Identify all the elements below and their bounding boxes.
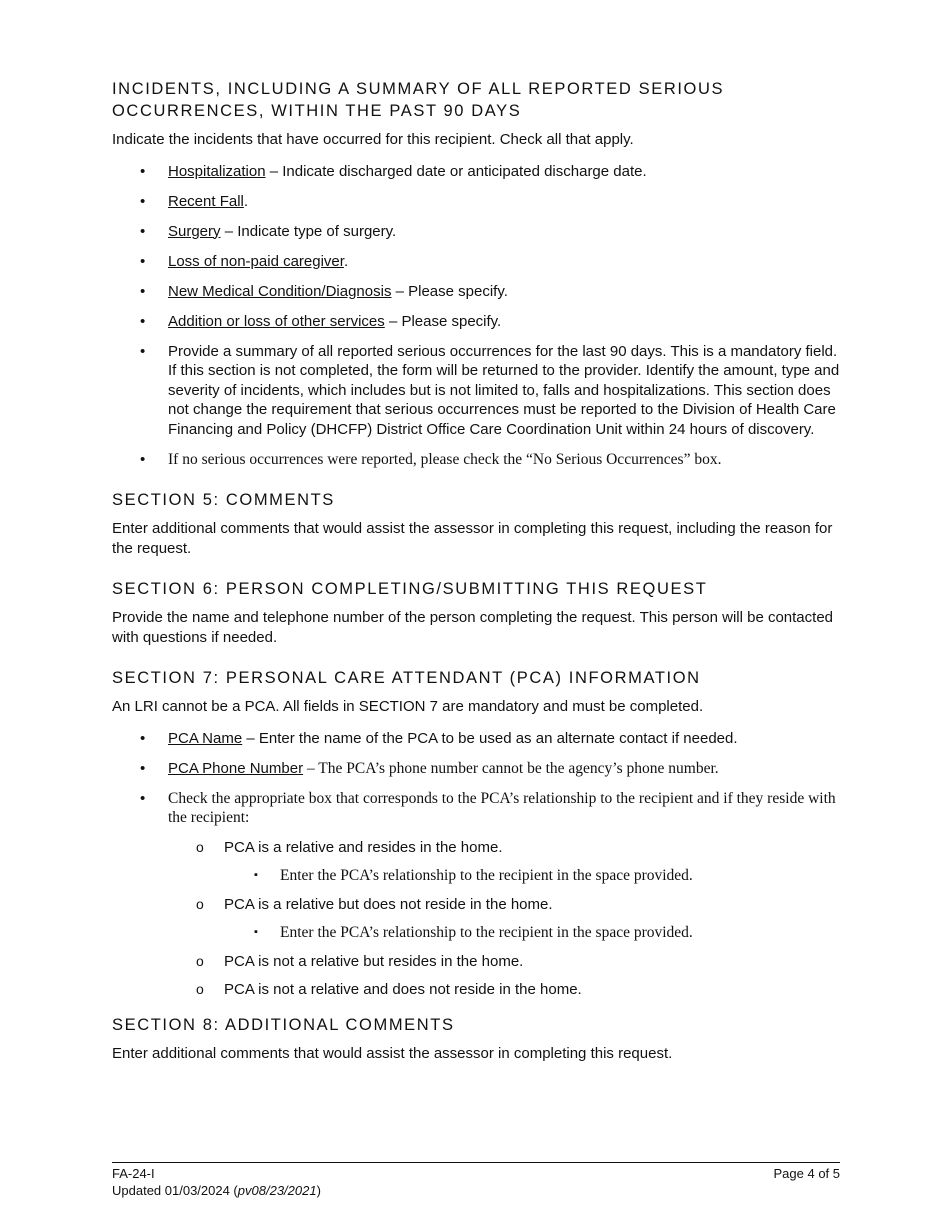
list-item: o PCA is not a relative but resides in the home. xyxy=(196,952,524,970)
list-item: ▪ Enter the PCA’s relationship to the recipient in the space provided. xyxy=(254,867,693,884)
list-item: • Addition or loss of other services – Please specify. xyxy=(140,312,502,330)
square-bullet-icon: ▪ xyxy=(254,926,258,938)
incidents-heading: INCIDENTS, INCLUDING A SUMMARY OF ALL REPORTED SERIOUS OCCURRENCES, WITHIN THE PAST 90 DAYS xyxy=(112,80,725,120)
list-item: • Hospitalization – Indicate discharged date or anticipated discharge date. xyxy=(140,162,647,180)
incidents-intro: Indicate the incidents that have occurred for this recipient. Check all that apply. xyxy=(112,131,634,148)
circle-bullet-icon: o xyxy=(196,981,204,997)
bullet-icon: • xyxy=(140,342,146,360)
footer-left xyxy=(112,1165,321,1199)
incidents-list xyxy=(112,162,840,470)
list-item: ▪ Enter the PCA’s relationship to the recipient in the space provided. xyxy=(254,924,693,941)
list-item: • Check the appropriate box that corresponds to the PCA’s relationship to the recipient and if they reside with the recipient: o PCA is a relative and resides in the home. ▪ Enter the PCA’s relationship to the recipient in the space provided. o PCA is a relative but does not reside in the home. ▪ Enter the PCA’s relationship to the recipient in the space provided. o PCA is not a relative but resides in the home. o PCA is not a relative and does not reside in the home. xyxy=(112,789,840,1000)
list-item: • Recent Fall. xyxy=(140,192,249,210)
section7-intro: An LRI cannot be a PCA. All fields in SECTION 7 are mandatory and must be completed. xyxy=(112,698,704,715)
bullet-icon: • xyxy=(140,162,146,180)
form-id: FA-24-I xyxy=(112,1166,155,1181)
relationship-options xyxy=(168,838,840,1000)
list-item: • PCA Phone Number – The PCA’s phone number cannot be the agency’s phone number. xyxy=(140,759,719,777)
section8-text: Enter additional comments that would assist the assessor in completing this request. xyxy=(112,1044,673,1062)
list-item: • Surgery – Indicate type of surgery. xyxy=(140,222,397,240)
bullet-icon: • xyxy=(140,759,146,777)
bullet-icon: • xyxy=(140,252,146,270)
page-number: Page 4 of 5 xyxy=(773,1166,840,1181)
updated-date: Updated 01/03/2024 (pv08/23/2021) xyxy=(112,1183,321,1198)
section6-text: Provide the name and telephone number of the person completing the request. This person will be contacted with questions if needed. xyxy=(112,609,834,646)
bullet-icon: • xyxy=(140,192,146,210)
section8-heading: SECTION 8: ADDITIONAL COMMENTS xyxy=(112,1015,455,1034)
page-footer xyxy=(112,1162,840,1199)
bullet-icon: • xyxy=(140,282,146,300)
list-item: • PCA Name – Enter the name of the PCA to be used as an alternate contact if needed. xyxy=(140,729,738,747)
circle-bullet-icon: o xyxy=(196,952,204,969)
bullet-icon: • xyxy=(140,729,146,747)
list-item: • If no serious occurrences were reported, please check the “No Serious Occurrences” box. xyxy=(140,450,722,468)
list-item: • New Medical Condition/Diagnosis – Please specify. xyxy=(140,282,508,300)
bullet-icon: • xyxy=(140,450,146,468)
document-page xyxy=(112,78,840,1075)
list-item: o PCA is a relative and resides in the home. ▪ Enter the PCA’s relationship to the recipient in the space provided. xyxy=(168,838,840,886)
list-item: • Loss of non-paid caregiver. xyxy=(140,252,349,270)
list-item: • Provide a summary of all reported serious occurrences for the last 90 days. This is a mandatory field. If this section is not completed, the form will be returned to the provider. Identify the amount, type and severity of incidents, which includes but is not limited to, falls and hospitalizations. This section does not change the requirement that serious occurrences must be reported to the Division of Health Care Financing and Policy (DHCFP) District Office Care Coordination Unit within 24 hours of discovery. xyxy=(140,342,840,438)
list-item: o PCA is a relative but does not reside in the home. ▪ Enter the PCA’s relationship to the recipient in the space provided. xyxy=(168,895,840,943)
circle-bullet-icon: o xyxy=(196,838,204,855)
section7-heading: SECTION 7: PERSONAL CARE ATTENDANT (PCA) INFORMATION xyxy=(112,669,701,687)
section7-list xyxy=(112,729,840,1000)
section5-heading: SECTION 5: COMMENTS xyxy=(112,491,335,509)
section6-heading: SECTION 6: PERSON COMPLETING/SUBMITTING THIS REQUEST xyxy=(112,580,708,598)
bullet-icon: • xyxy=(140,789,146,807)
circle-bullet-icon: o xyxy=(196,895,204,912)
section5-text: Enter additional comments that would assist the assessor in completing this request, including the reason for the request. xyxy=(112,520,833,557)
list-item: o PCA is not a relative and does not reside in the home. xyxy=(196,981,582,998)
bullet-icon: • xyxy=(140,222,146,240)
bullet-icon: • xyxy=(140,312,146,330)
square-bullet-icon: ▪ xyxy=(254,869,258,881)
